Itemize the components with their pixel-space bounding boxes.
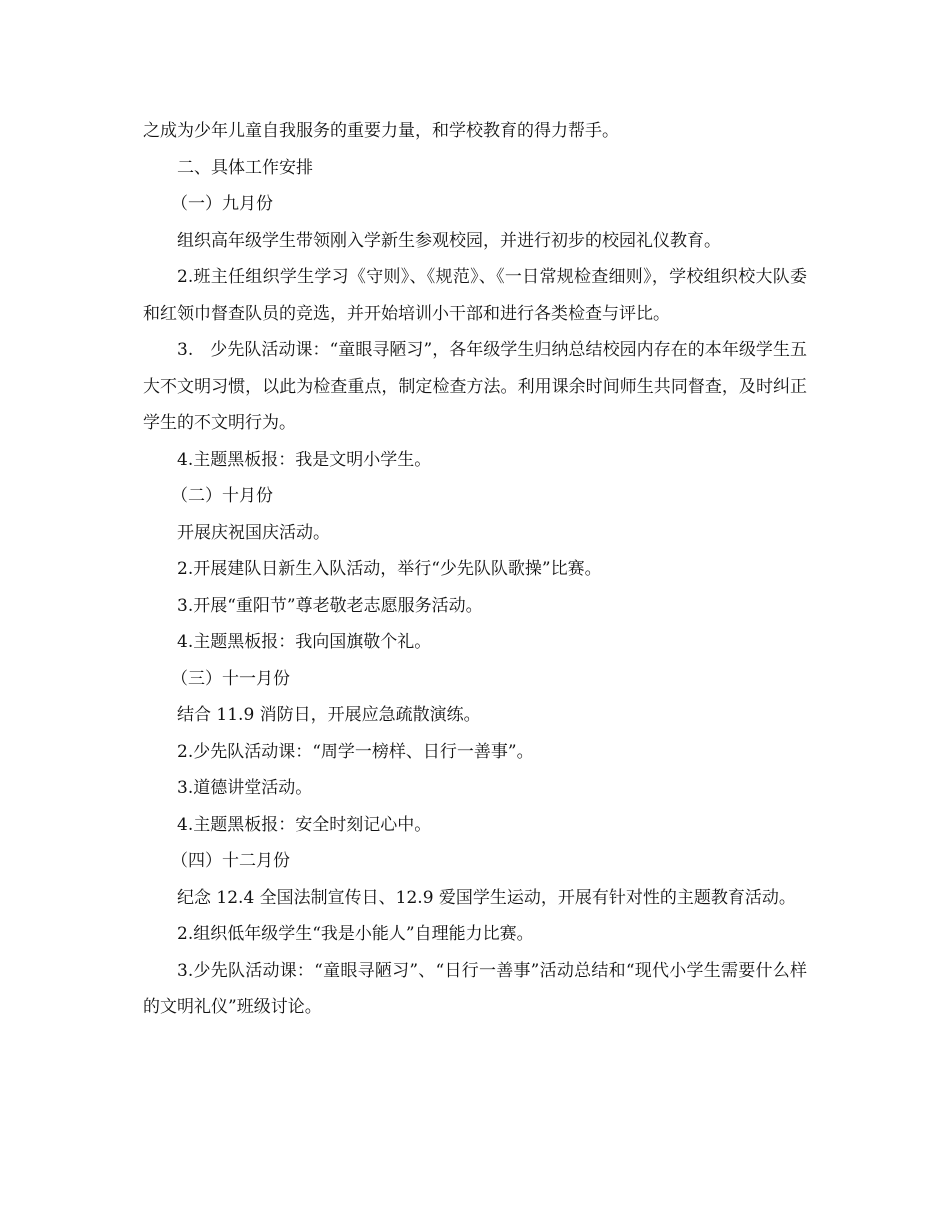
list-item: 4.主题黑板报：我向国旗敬个礼。 xyxy=(177,632,432,652)
list-item: 2.开展建队日新生入队活动，举行“少先队队歌操”比赛。 xyxy=(177,559,602,579)
list-item: 3.开展“重阳节”尊老敬老志愿服务活动。 xyxy=(177,595,483,616)
subheading-september: （一）九月份 xyxy=(171,194,273,214)
list-item: 4.主题黑板报：安全时刻记心中。 xyxy=(177,814,432,835)
document-page xyxy=(143,113,807,1026)
list-item: 4.主题黑板报：我是文明小学生。 xyxy=(177,449,432,470)
section-heading-work-arrangement: 二、具体工作安排 xyxy=(177,157,313,178)
list-item: 纪念 12.4 全国法制宣传日、12.9 爱国学生运动，开展有针对性的主题教育活动。 xyxy=(177,887,796,908)
subheading-november: （三）十一月份 xyxy=(171,668,290,689)
list-item: 3.道德讲堂活动。 xyxy=(177,778,313,798)
subheading-december: （四）十二月份 xyxy=(171,851,290,871)
list-item: 开展庆祝国庆活动。 xyxy=(177,522,330,543)
list-item: 2.组织低年级学生“我是小能人”自理能力比赛。 xyxy=(177,924,534,944)
subheading-october: （二）十月份 xyxy=(171,486,273,506)
list-item: 2.班主任组织学生学习《守则》、《规范》、《一日常规检查细则》，学校组织校大队委和红领巾督查队员的竞选，并开始培训小干部和进行各类检查与评比。 xyxy=(143,267,807,324)
list-item: 2.少先队活动课：“周学一榜样、日行一善事”。 xyxy=(177,741,534,762)
list-item: 组织高年级学生带领刚入学新生参观校园，并进行初步的校园礼仪教育。 xyxy=(177,230,721,251)
paragraph-continuation: 之成为少年儿童自我服务的重要力量，和学校教育的得力帮手。 xyxy=(143,121,619,141)
list-item: 结合 11.9 消防日，开展应急疏散演练。 xyxy=(177,705,481,725)
list-item: 3.少先队活动课：“童眼寻陋习”、“日行一善事”活动总结和“现代小学生需要什么样的文明礼仪”班级讨论。 xyxy=(143,960,807,1017)
list-item: 3. 少先队活动课：“童眼寻陋习”，各年级学生归纳总结校园内存在的本年级学生五大不文明习惯，以此为检查重点，制定检查方法。利用课余时间师生共同督查，及时纠正学生的不文明行为。 xyxy=(143,340,807,433)
